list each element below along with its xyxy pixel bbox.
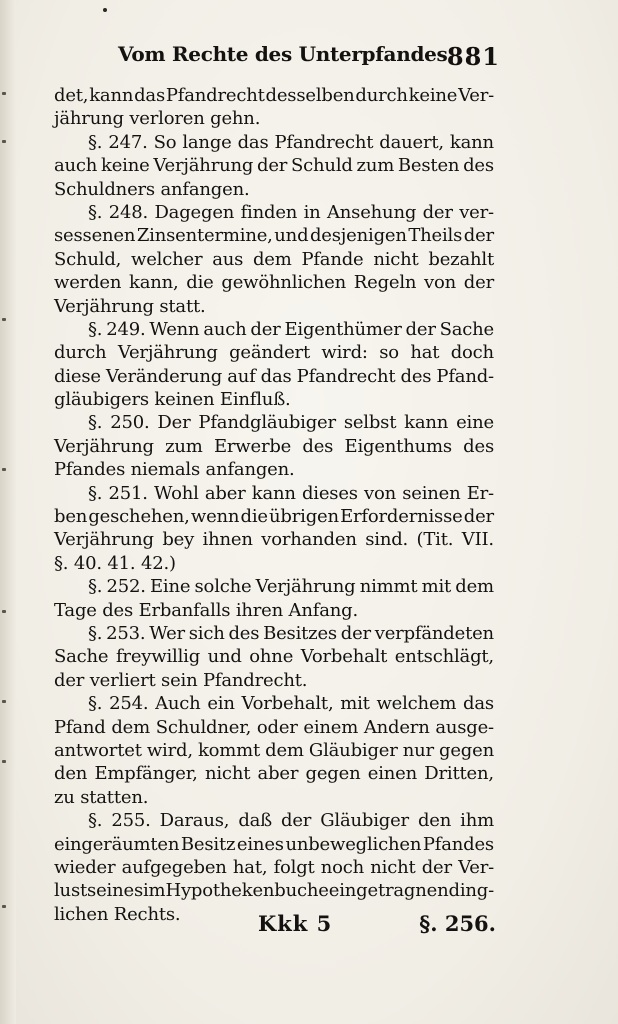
word: sessenen	[54, 225, 136, 247]
word: diese	[54, 365, 101, 387]
word: einen	[367, 763, 418, 785]
word: Pfandgläubiger	[198, 412, 336, 434]
word: Vorbehalt,	[241, 693, 334, 715]
word: nimmt	[359, 576, 418, 598]
word: dem	[252, 248, 292, 270]
word: Pfandrecht	[165, 85, 265, 106]
word: ihm	[460, 810, 494, 832]
word: 252.	[106, 576, 146, 598]
text-line: Tage des Erbanfalls ihren Anfang.	[54, 599, 358, 621]
word: Der	[157, 412, 191, 434]
word: Sache	[54, 646, 109, 668]
word: der	[250, 318, 281, 340]
word: oder	[256, 716, 298, 738]
word: Besitz	[180, 833, 236, 855]
word: keine	[101, 155, 150, 177]
word: der	[463, 506, 494, 528]
text-line	[54, 505, 494, 528]
page-header	[118, 42, 500, 74]
word: Gläubiger	[308, 739, 398, 761]
word: das	[134, 85, 165, 106]
word: gewöhnlichen	[221, 272, 347, 294]
word: 255.	[111, 810, 151, 832]
running-title: Vom Rechte des Unterpfandes.	[118, 42, 455, 66]
word: Regeln	[353, 272, 417, 294]
text-line	[54, 435, 494, 458]
word: der	[463, 225, 494, 247]
word: §.	[88, 201, 103, 223]
word: ausge-	[435, 716, 494, 738]
word: Besten	[397, 155, 460, 177]
word: eines	[236, 833, 284, 855]
word: zum	[356, 155, 395, 177]
word: durch	[355, 85, 408, 106]
word: Ver-	[458, 85, 494, 106]
text-line	[54, 716, 494, 739]
text-line	[54, 645, 494, 668]
word: der	[422, 201, 453, 223]
word: wenn	[190, 506, 240, 528]
word: kommt	[197, 739, 261, 761]
text-line: jährung verloren gehn.	[54, 108, 261, 130]
word: noch	[320, 856, 365, 878]
word: dem	[265, 739, 304, 761]
word: der	[340, 622, 371, 644]
text-line	[54, 84, 494, 107]
word: daß	[238, 810, 272, 832]
word: 250.	[110, 412, 150, 434]
text-line	[54, 739, 494, 762]
gutter-speck	[2, 468, 6, 471]
word: lust	[54, 880, 88, 902]
text-line	[54, 856, 494, 879]
word: aus	[212, 248, 244, 270]
word: aufgegeben	[121, 856, 227, 878]
word: desselben	[265, 85, 355, 106]
word: Ansehung	[326, 201, 417, 223]
text-line	[54, 318, 494, 341]
text-line: Verjährung statt.	[54, 295, 206, 317]
gutter-speck	[2, 700, 6, 703]
word: solche	[194, 576, 252, 598]
word: geändert	[229, 342, 310, 364]
text-line	[54, 482, 494, 505]
text-line	[54, 762, 494, 785]
word: Verjährung	[54, 529, 154, 551]
word: durch	[54, 342, 107, 364]
catchword: §. 256.	[419, 911, 496, 936]
word: des	[463, 155, 494, 177]
word: nur	[402, 739, 434, 761]
word: antwortet	[54, 739, 142, 761]
word: Pfandrecht	[296, 365, 396, 387]
word: Wohl	[153, 482, 199, 504]
word: im	[143, 880, 166, 902]
word: sind.	[365, 529, 409, 551]
word: eingeräumten	[54, 833, 180, 855]
word: lange	[182, 131, 232, 153]
word: des	[302, 435, 334, 457]
word: gegen	[305, 763, 361, 785]
word: das	[463, 693, 494, 715]
text-line	[54, 411, 494, 434]
word: Vorbehalt	[300, 646, 388, 668]
word: des	[228, 622, 260, 644]
word: kann	[404, 412, 449, 434]
text-line	[54, 248, 494, 271]
word: zum	[165, 435, 203, 457]
word: dieses	[301, 482, 358, 504]
word: der	[421, 856, 452, 878]
word: det,	[54, 85, 89, 106]
word: eine	[456, 412, 494, 434]
word: seines	[87, 880, 143, 902]
word: Wenn	[149, 318, 200, 340]
word: 254.	[109, 693, 149, 715]
word: ding-	[448, 880, 494, 902]
word: sich	[188, 622, 225, 644]
word: der	[281, 810, 312, 832]
word: Schuldner,	[155, 716, 252, 738]
word: aber	[257, 763, 299, 785]
word: §.	[88, 412, 103, 434]
word: das	[260, 365, 292, 387]
gutter-speck	[2, 318, 6, 321]
text-line	[54, 528, 494, 551]
text-line: lichen Rechts.	[54, 903, 181, 925]
text-line: der verliert sein Pfandrecht.	[54, 669, 308, 691]
word: eingetragnen	[328, 880, 449, 902]
word: §.	[88, 576, 103, 598]
word: ihnen	[202, 529, 253, 551]
word: kann	[449, 131, 494, 153]
text-line: Schuldners anfangen.	[54, 178, 250, 200]
word: Er-	[466, 482, 494, 504]
word: keine	[408, 85, 458, 106]
word: freywillig	[115, 646, 201, 668]
text-line	[54, 692, 494, 715]
word: Pfandes	[422, 833, 494, 855]
text-line	[54, 809, 494, 832]
word: den	[417, 810, 452, 832]
word: Gläubiger	[320, 810, 409, 832]
word: 247.	[108, 131, 148, 153]
word: kann,	[128, 272, 179, 294]
word: der	[405, 318, 436, 340]
word: bezahlt	[428, 248, 494, 270]
word: Pfand	[54, 716, 106, 738]
word: Eine	[149, 576, 191, 598]
word: Zinsentermine,	[136, 225, 273, 247]
word: entschlägt,	[394, 646, 494, 668]
word: finden	[240, 201, 298, 223]
gutter-speck	[2, 610, 6, 613]
word: folgt	[273, 856, 315, 878]
word: hat	[410, 342, 440, 364]
text-line: zu statten.	[54, 786, 149, 808]
word: §.	[88, 131, 103, 153]
word: Besitzes	[263, 622, 337, 644]
text-line	[54, 224, 494, 247]
word: Dritten,	[424, 763, 494, 785]
word: selbst	[343, 412, 397, 434]
gutter-speck	[2, 92, 6, 95]
word: auf	[227, 365, 256, 387]
word: §.	[88, 482, 103, 504]
word: wird,	[146, 739, 193, 761]
word: verpfändeten	[374, 622, 494, 644]
word: auch	[203, 318, 247, 340]
text-line	[54, 154, 494, 177]
word: von	[364, 482, 397, 504]
word: Andern	[363, 716, 430, 738]
text-line	[54, 271, 494, 294]
word: bey	[162, 529, 195, 551]
word: seinen	[402, 482, 461, 504]
word: Schuld	[291, 155, 353, 177]
text-line	[54, 833, 494, 856]
word: die	[186, 272, 214, 294]
text-line	[54, 879, 494, 902]
word: Eigenthums	[344, 435, 452, 457]
word: Daraus,	[159, 810, 230, 832]
word: so	[379, 342, 399, 364]
word: und	[274, 225, 309, 247]
word: kann	[251, 482, 296, 504]
page-footer	[258, 911, 496, 939]
text-line: Pfandes niemals anfangen.	[54, 459, 295, 481]
text-line	[54, 365, 494, 388]
word: Empfänger,	[94, 763, 198, 785]
word: gegen	[439, 739, 494, 761]
word: Hypothekenbuche	[165, 880, 329, 902]
word: Verjährung	[117, 342, 218, 364]
word: dauert,	[379, 131, 444, 153]
word: Pfand-	[436, 365, 494, 387]
word: der	[463, 272, 494, 294]
word: §.	[88, 693, 103, 715]
text-line	[54, 622, 494, 645]
word: VII.	[461, 529, 494, 551]
word: das	[237, 131, 269, 153]
word: auch	[54, 155, 98, 177]
signature-mark: Kkk 5	[258, 911, 333, 936]
word: einem	[303, 716, 359, 738]
gutter-speck	[2, 760, 6, 763]
word: Erfordernisse	[340, 506, 463, 528]
word: des	[463, 435, 494, 457]
word: vorhanden	[261, 529, 357, 551]
text-line	[54, 341, 494, 364]
word: (Tit.	[416, 529, 454, 551]
word: So	[153, 131, 177, 153]
text-line	[54, 575, 494, 598]
word: Dagegen	[154, 201, 235, 223]
word: Pfande	[301, 248, 364, 270]
word: von	[424, 272, 457, 294]
text-line: gläubigers keinen Einfluß.	[54, 389, 291, 411]
word: dem	[455, 576, 494, 598]
word: Verjährung	[153, 155, 254, 177]
word: Ver-	[458, 856, 494, 878]
word: dem	[111, 716, 150, 738]
text-line: §. 40. 41. 42.)	[54, 552, 176, 574]
word: Eigenthümer	[284, 318, 402, 340]
word: ohne	[249, 646, 294, 668]
word: der	[257, 155, 288, 177]
gutter-speck	[2, 140, 6, 143]
word: Auch	[155, 693, 201, 715]
word: Veränderung	[105, 365, 223, 387]
word: 249.	[106, 318, 146, 340]
word: Wer	[149, 622, 185, 644]
word: nicht	[370, 856, 416, 878]
word: 248.	[108, 201, 149, 223]
word: übrigen	[269, 506, 339, 528]
word: welchem	[376, 693, 457, 715]
word: aber	[204, 482, 246, 504]
word: wird:	[321, 342, 368, 364]
gutter-speck	[2, 905, 6, 908]
word: Theils	[408, 225, 463, 247]
word: desjenigen	[309, 225, 407, 247]
word: des	[400, 365, 432, 387]
word: §.	[88, 810, 103, 832]
word: den	[54, 763, 88, 785]
word: wieder	[54, 856, 116, 878]
word: Sache	[439, 318, 494, 340]
word: geschehen,	[88, 506, 190, 528]
page-number: 881	[446, 42, 500, 71]
text-line	[54, 201, 494, 224]
word: ein	[207, 693, 235, 715]
ink-dot	[103, 8, 107, 12]
word: 251.	[108, 482, 148, 504]
word: Pfandrecht	[274, 131, 374, 153]
word: werden	[54, 272, 122, 294]
body-text	[54, 84, 494, 926]
word: nicht	[373, 248, 419, 270]
word: und	[207, 646, 242, 668]
word: welcher	[131, 248, 203, 270]
word: ver-	[459, 201, 494, 223]
word: nicht	[204, 763, 251, 785]
word: unbeweglichen	[285, 833, 422, 855]
word: Verjährung	[255, 576, 356, 598]
text-line	[54, 131, 494, 154]
word: Verjährung	[54, 435, 154, 457]
word: 253.	[106, 622, 146, 644]
word: ben	[54, 506, 88, 528]
word: mit	[421, 576, 452, 598]
word: die	[240, 506, 268, 528]
word: Erwerbe	[213, 435, 292, 457]
page-gutter	[0, 0, 16, 1024]
word: hat,	[232, 856, 268, 878]
word: §.	[88, 318, 103, 340]
word: mit	[340, 693, 370, 715]
word: §.	[88, 622, 103, 644]
word: kann	[89, 85, 134, 106]
word: Schuld,	[54, 248, 122, 270]
word: doch	[450, 342, 494, 364]
word: in	[303, 201, 321, 223]
